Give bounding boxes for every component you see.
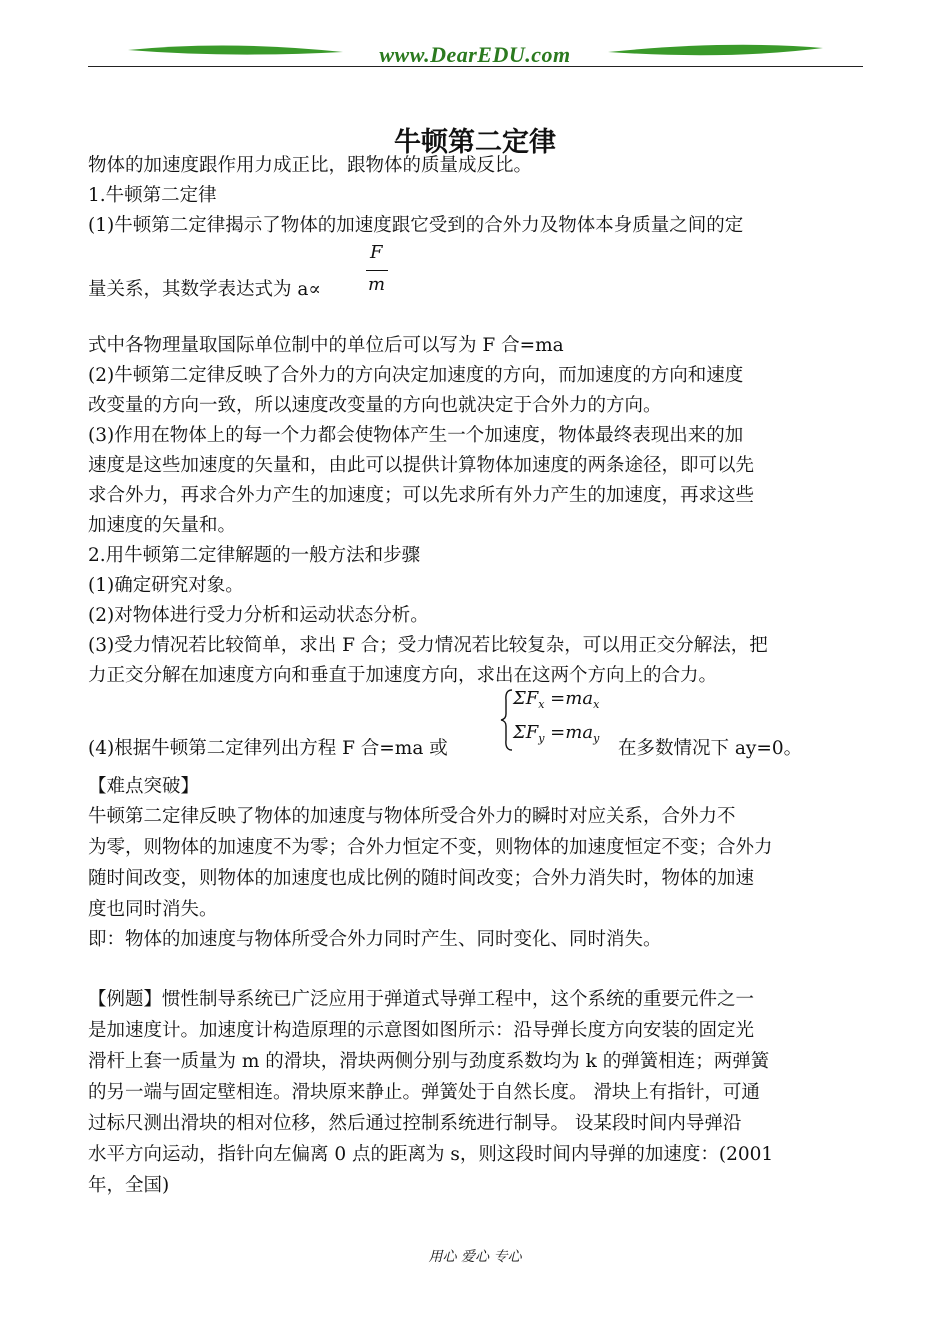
text-line: 力正交分解在加速度方向和垂直于加速度方向，求出在这两个方向上的合力。 <box>88 665 718 686</box>
text-line: 量关系，其数学表达式为 a∝ <box>88 279 321 300</box>
text-line: (3)受力情况若比较简单，求出 F 合；受力情况若比较复杂，可以用正交分解法，把 <box>88 635 768 656</box>
text-line: 为零，则物体的加速度不为零；合外力恒定不变，则物体的加速度恒定不变；合外力 <box>88 837 773 858</box>
text-line: 随时间改变，则物体的加速度也成比例的随时间改变；合外力消失时，物体的加速 <box>88 868 755 889</box>
text-line: 滑杆上套一质量为 m 的滑块，滑块两侧分别与劲度系数均为 k 的弹簧相连；两弹簧 <box>88 1051 770 1072</box>
section-heading: 2.用牛顿第二定律解题的一般方法和步骤 <box>88 545 421 566</box>
equation-y: $\Sigma F_y =ma_y$ <box>513 722 600 745</box>
text-line: 【例题】惯性制导系统已广泛应用于弹道式导弹工程中，这个系统的重要元件之一 <box>88 989 755 1010</box>
fraction-numerator: F <box>370 242 383 263</box>
fraction-bar <box>366 270 388 271</box>
text-line: 式中各物理量取国际单位制中的单位后可以写为 F 合=ma <box>88 335 564 356</box>
left-brace-icon <box>500 688 514 752</box>
equation-x: $\Sigma F_x =ma_x$ <box>513 688 600 711</box>
text-line: 是加速度计。加速度计构造原理的示意图如图所示：沿导弹长度方向安装的固定光 <box>88 1020 755 1041</box>
text-line: (2)对物体进行受力分析和运动状态分析。 <box>88 605 429 626</box>
text-line: (1)牛顿第二定律揭示了物体的加速度跟它受到的合外力及物体本身质量之间的定 <box>88 215 744 236</box>
text-line: 求合外力，再求合外力产生的加速度；可以先求所有外力产生的加速度，再求这些 <box>88 485 755 506</box>
text-line: 即：物体的加速度与物体所受合外力同时产生、同时变化、同时消失。 <box>88 929 662 950</box>
text-line: 加速度的矢量和。 <box>88 515 237 536</box>
page-footer: 用心 爱心 专心 <box>428 1249 522 1265</box>
fraction-denominator: m <box>368 274 386 295</box>
text-line: 的另一端与固定壁相连。滑块原来静止。弹簧处于自然长度。 滑块上有指针，可通 <box>88 1082 760 1103</box>
text-line: 改变量的方向一致，所以速度改变量的方向也就决定于合外力的方向。 <box>88 395 662 416</box>
text-line: 过标尺测出滑块的相对位移，然后通过控制系统进行制导。 设某段时间内导弹沿 <box>88 1113 742 1134</box>
text-line: 在多数情况下 ay=0。 <box>618 738 803 759</box>
text-line: (4)根据牛顿第二定律列出方程 F 合=ma 或 <box>88 738 448 759</box>
text-line: 物体的加速度跟作用力成正比，跟物体的质量成反比。 <box>88 155 533 176</box>
text-line: (1)确定研究对象。 <box>88 575 244 596</box>
text-line: (2)牛顿第二定律反映了合外力的方向决定加速度的方向，而加速度的方向和速度 <box>88 365 744 386</box>
section-heading: 【难点突破】 <box>88 776 200 797</box>
text-line: 牛顿第二定律反映了物体的加速度与物体所受合外力的瞬时对应关系，合外力不 <box>88 806 736 827</box>
section-heading: 1.牛顿第二定律 <box>88 185 217 206</box>
text-line: 速度是这些加速度的矢量和，由此可以提供计算物体加速度的两条途径，即可以先 <box>88 455 755 476</box>
text-line: 年，全国) <box>88 1175 170 1196</box>
site-logo-text: www.DearEDU.com <box>379 42 571 67</box>
page-title: 牛顿第二定律 <box>394 127 556 158</box>
text-line: 水平方向运动，指针向左偏离 0 点的距离为 s，则这段时间内导弹的加速度：(2001 <box>88 1144 774 1165</box>
text-line: (3)作用在物体上的每一个力都会使物体产生一个加速度，物体最终表现出来的加 <box>88 425 744 446</box>
text-line: 度也同时消失。 <box>88 899 218 920</box>
header-divider <box>88 66 863 67</box>
